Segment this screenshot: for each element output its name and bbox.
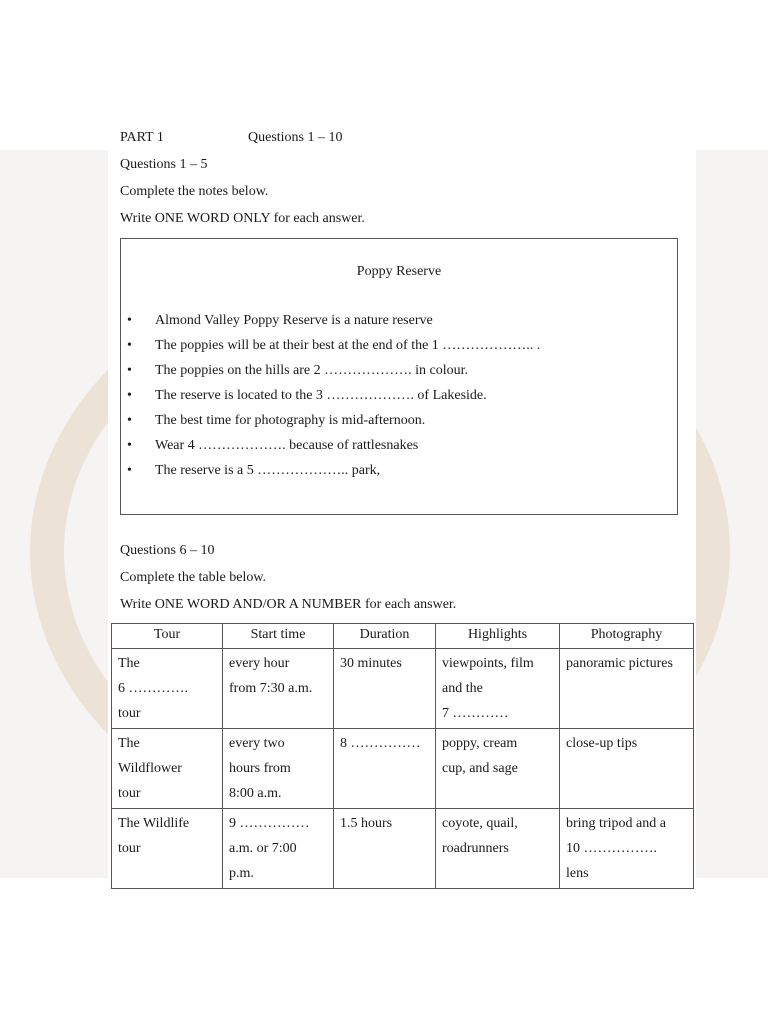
cell-text: roadrunners (442, 841, 509, 856)
list-item (121, 413, 677, 438)
cell-text: panoramic pictures (566, 656, 673, 671)
tour-cell (112, 729, 223, 809)
cell-text: cup, and sage (442, 761, 518, 776)
duration-cell (334, 649, 436, 729)
cell-text: viewpoints, film (442, 656, 534, 671)
note-text: The reserve is a 5 ……………….. park, (155, 463, 381, 478)
section1-heading: Questions 1 – 5 (120, 157, 208, 172)
bullet-icon: • (127, 463, 132, 478)
cell-text: from 7:30 a.m. (229, 681, 313, 696)
cell-text: tour (118, 841, 141, 856)
section2-instruction: Complete the table below. (120, 570, 267, 585)
answer-blank-7: 7 ………… (442, 706, 509, 721)
photography-cell (560, 649, 694, 729)
bullet-icon: • (127, 438, 132, 453)
bullet-icon: • (127, 313, 132, 328)
note-text: The poppies on the hills are 2 ………………. in colour. (155, 363, 469, 378)
cell-text: every two (229, 736, 285, 751)
start-time-cell (223, 729, 334, 809)
note-text: The poppies will be at their best at the end of the 1 ……………….. . (155, 338, 541, 353)
column-header-start-time: Start time (223, 624, 334, 649)
note-text: The best time for photography is mid-afternoon. (155, 413, 426, 428)
cell-text: hours from (229, 761, 291, 776)
section2-word-limit: Write ONE WORD AND/OR A NUMBER for each answer. (120, 597, 457, 612)
duration-cell (334, 729, 436, 809)
cell-text: Wildflower (118, 761, 182, 776)
cell-text: The Wildlife (118, 816, 190, 831)
section2-heading: Questions 6 – 10 (120, 543, 215, 558)
cell-text: and the (442, 681, 483, 696)
table-row (112, 809, 694, 889)
table-row (112, 729, 694, 809)
tours-table (111, 623, 694, 889)
cell-text: The (118, 736, 140, 751)
bullet-icon: • (127, 413, 132, 428)
column-header-highlights: Highlights (436, 624, 560, 649)
note-text: Wear 4 ………………. because of rattlesnakes (155, 438, 419, 453)
cell-text: poppy, cream (442, 736, 518, 751)
cell-text: lens (566, 866, 589, 881)
notes-box (120, 238, 678, 515)
questions-range: Questions 1 – 10 (248, 130, 343, 145)
cell-text: close-up tips (566, 736, 638, 751)
tour-cell (112, 809, 223, 889)
part-label: PART 1 (120, 130, 164, 145)
list-item (121, 438, 677, 463)
note-text: Almond Valley Poppy Reserve is a nature reserve (155, 313, 433, 328)
highlights-cell (436, 649, 560, 729)
column-header-duration: Duration (334, 624, 436, 649)
bullet-icon: • (127, 388, 132, 403)
notes-title: Poppy Reserve (356, 264, 442, 279)
cell-text: coyote, quail, (442, 816, 518, 831)
table-row (112, 649, 694, 729)
notes-list (121, 313, 677, 488)
start-time-cell (223, 809, 334, 889)
highlights-cell (436, 809, 560, 889)
highlights-cell (436, 729, 560, 809)
list-item (121, 313, 677, 338)
tour-cell (112, 649, 223, 729)
duration-cell (334, 809, 436, 889)
cell-text: bring tripod and a (566, 816, 666, 831)
list-item (121, 388, 677, 413)
cell-text: 30 minutes (340, 656, 402, 671)
column-header-tour: Tour (112, 624, 223, 649)
section1-instruction: Complete the notes below. (120, 184, 269, 199)
photography-cell (560, 729, 694, 809)
cell-text: tour (118, 786, 141, 801)
note-text: The reserve is located to the 3 ………………. of Lakeside. (155, 388, 487, 403)
list-item (121, 463, 677, 488)
answer-blank-10: 10 ……………. (566, 841, 657, 856)
bullet-icon: • (127, 363, 132, 378)
table-header-row (112, 624, 694, 649)
cell-text: p.m. (229, 866, 254, 881)
list-item (121, 363, 677, 388)
bullet-icon: • (127, 338, 132, 353)
start-time-cell (223, 649, 334, 729)
column-header-photography: Photography (560, 624, 694, 649)
cell-text: a.m. or 7:00 (229, 841, 297, 856)
answer-blank-8: 8 …………… (340, 736, 421, 751)
section1-word-limit: Write ONE WORD ONLY for each answer. (120, 211, 365, 226)
answer-blank-6: 6 …………. (118, 681, 188, 696)
cell-text: every hour (229, 656, 290, 671)
cell-text: The (118, 656, 140, 671)
cell-text: 1.5 hours (340, 816, 393, 831)
cell-text: tour (118, 706, 141, 721)
answer-blank-9: 9 …………… (229, 816, 310, 831)
cell-text: 8:00 a.m. (229, 786, 282, 801)
list-item (121, 338, 677, 363)
photography-cell (560, 809, 694, 889)
